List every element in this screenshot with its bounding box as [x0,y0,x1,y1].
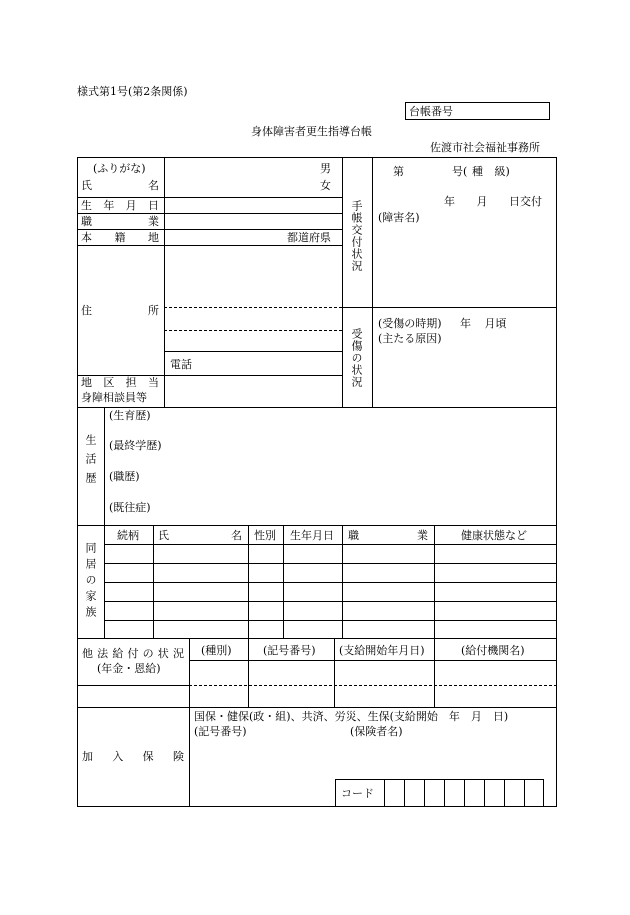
page-title: 身体障害者更生指導台帳 [251,125,372,138]
family-row-line [104,582,557,583]
code-cell-line [444,779,445,807]
insurance-number-label: (記号番号) [194,725,247,738]
male-option[interactable]: 男 [320,162,331,175]
past-illness-label: (既往症) [109,501,151,514]
address-label: 住 所 [81,304,159,317]
benefits-label-divider [189,638,190,807]
family-col-sex: 性別 [254,529,276,542]
benefits-col-number: (記号番号) [263,644,316,657]
handbook-grade: 種 級) [472,165,510,178]
female-option[interactable]: 女 [320,179,331,192]
row-line [164,351,342,352]
form-number: 様式第1号(第2条関係) [77,85,188,98]
furigana-label: (ふりがな) [93,162,146,175]
benefits-col-type: (種別) [201,644,232,657]
insurance-types: 国保・健保(政・組)、共済、労災、生保(支給開始 年 月 日) [194,710,509,723]
disability-name-label: (障害名) [378,211,420,224]
handbook-issued: 年 月 日交付 [444,195,542,208]
family-row-line [104,544,557,545]
code-cell-line [404,779,405,807]
address-dashed-line [164,330,342,331]
ledger-number-box[interactable] [405,102,550,120]
benefits-label-1: 他 法 給 付 の 状 況 [82,647,184,660]
insurance-label: 加 入 保 険 [82,750,184,763]
insurer-name-label: (保険者名) [350,725,403,738]
code-label: コード [341,787,374,800]
family-row-line [104,563,557,564]
row-line [77,229,342,230]
family-row-line [104,620,557,621]
handbook-number-suffix: 号( [452,165,468,178]
benefits-col-line [248,638,249,707]
row-line [77,213,342,214]
code-cell-line [384,779,385,807]
section-line [77,525,557,526]
benefits-col-start: (支給開始年月日) [339,644,425,657]
section-line [77,707,557,708]
family-col-occupation: 職 業 [348,529,428,542]
benefits-dashed-line [189,685,557,686]
benefits-col-line [434,638,435,707]
row-line [342,307,557,308]
office-name: 佐渡市社会福祉事務所 [430,141,540,154]
phone-label: 電話 [170,358,192,371]
code-cell-line [504,779,505,807]
family-side-label: 同居の家族 [84,542,97,622]
benefits-col-line [334,638,335,707]
prefecture-label: 都道府県 [287,231,331,244]
code-cell-line [464,779,465,807]
section-line [77,638,557,639]
injury-time-value: 年 月頃 [460,317,507,330]
injury-side-label: 受傷の状況 [350,328,363,388]
history-side-label: 生活歴 [84,434,97,491]
district-label-1: 地 区 担 当 [81,376,159,389]
benefits-left-line [77,685,189,686]
row-line [77,197,342,198]
upper-side-divider [372,157,373,407]
handbook-number-prefix: 第 [393,165,404,178]
address-dashed-line [164,307,342,308]
code-cell-line [524,779,525,807]
history-family-divider [104,407,105,638]
benefits-label-2: (年金・恩給) [97,662,161,675]
benefits-col-agency: (給付機関名) [461,644,525,657]
birth-label: 生 年 月 日 [81,199,159,212]
injury-time-label: (受傷の時期) [378,317,442,330]
name-label: 氏 名 [81,179,159,192]
handbook-side-label: 手帳交付状況 [350,200,363,272]
code-cell-line [484,779,485,807]
code-cell-line [424,779,425,807]
family-col-name: 氏 名 [158,529,242,542]
ledger-number-label: 台帳番号 [409,105,453,118]
family-col-relation: 続柄 [117,529,139,542]
occupation-label: 職 業 [81,215,159,228]
upper-label-divider [164,157,165,407]
section-line [77,407,557,408]
injury-cause-label: (主たる原因) [378,332,442,345]
row-line [77,375,342,376]
career-label: (職歴) [109,470,140,483]
district-label-2: 身障相談員等 [81,391,147,404]
upper-mid-divider [342,157,343,407]
education-label: (最終学歴) [109,439,162,452]
family-col-birth: 生年月日 [290,529,334,542]
family-row-line [104,601,557,602]
upbringing-label: (生育歴) [109,409,151,422]
row-line [77,245,342,246]
family-col-health: 健康状態など [461,529,527,542]
benefits-row-line [189,660,557,661]
domicile-label: 本 籍 地 [81,231,159,244]
